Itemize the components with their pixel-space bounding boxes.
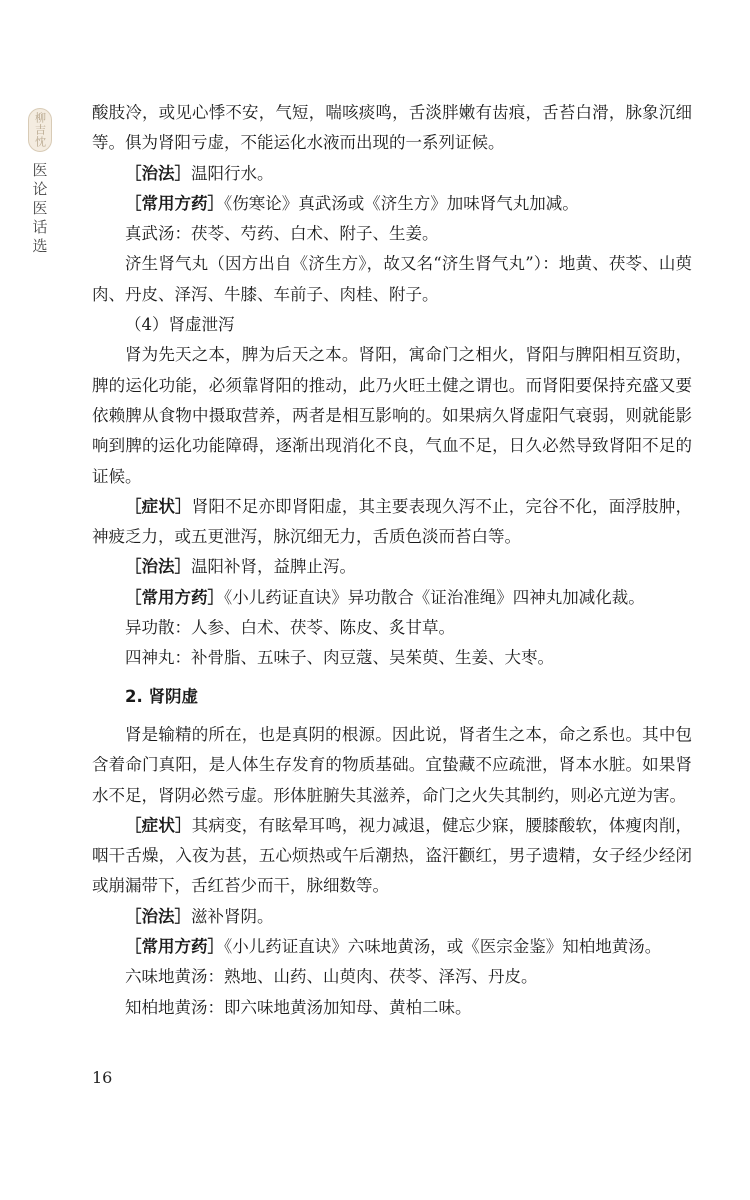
paragraph: 肾为先天之本，脾为后天之本。肾阳，寓命门之相火，肾阳与脾阳相互资助，脾的运化功能，必须靠肾阳的推动，此乃火旺土健之谓也。而肾阳要保持充盛又要依赖脾从食物中摄取营养，两者是相互影响的。如果病久肾虚阳气衰弱，则就能影响到脾的运化功能障碍，逐渐出现消化不良，气血不足，日久必然导致肾阳不足的证候。: [92, 345, 692, 486]
section-label: ［治法］: [125, 906, 191, 926]
seal-logo: [28, 108, 52, 152]
section-label: ［症状］: [125, 496, 192, 516]
paragraph: ［治法］温阳补肾，益脾止泻。: [125, 557, 356, 577]
paragraph: ［常用方药］《小儿药证直诀》六味地黄汤，或《医宗金鉴》知柏地黄汤。: [125, 937, 662, 957]
paragraph: 六味地黄汤：熟地、山药、山萸肉、茯苓、泽泻、丹皮。: [125, 967, 538, 987]
section-label: ［治法］: [125, 557, 191, 577]
paragraph: ［症状］肾阳不足亦即肾阳虚，其主要表现久泻不止，完谷不化，面浮肢肿，神疲乏力，或五更泄泻，脉沉细无力，舌质色淡而苔白等。: [92, 496, 693, 547]
paragraph: 酸肢冷，或见心悸不安，气短，喘咳痰鸣，舌淡胖嫩有齿痕，舌苔白滑，脉象沉细等。俱为肾阳亏虚，不能运化水液而出现的一系列证候。: [92, 103, 692, 153]
paragraph: 知柏地黄汤：即六味地黄汤加知母、黄柏二味。: [125, 997, 472, 1017]
section-label: ［常用方药］: [125, 587, 224, 607]
paragraph: 济生肾气丸（因方出自《济生方》，故又名“济生肾气丸”）：地黄、茯苓、山萸肉、丹皮、泽泻、牛膝、车前子、肉桂、附子。: [92, 254, 692, 304]
book-title: 医论医话选: [30, 162, 49, 257]
paragraph: ［治法］滋补肾阴。: [125, 906, 274, 926]
section-label: ［常用方药］: [125, 937, 224, 957]
seal-logo-text: 柳吉忱: [33, 112, 47, 148]
paragraph: ［治法］温阳行水。: [125, 163, 274, 183]
paragraph: 四神丸：补骨脂、五味子、肉豆蔻、吴茱萸、生姜、大枣。: [125, 648, 554, 668]
paragraph: 异功散：人参、白术、茯苓、陈皮、炙甘草。: [125, 618, 455, 638]
page-number: 16: [92, 1068, 113, 1087]
section-label: ［常用方药］: [125, 193, 224, 213]
paragraph: 真武汤：茯苓、芍药、白术、附子、生姜。: [125, 224, 439, 244]
subheading: （4）肾虚泄泻: [125, 315, 235, 335]
page-body: [92, 98, 692, 1023]
paragraph: ［常用方药］《伤寒论》真武汤或《济生方》加味肾气丸加减。: [125, 193, 579, 213]
sidebar: [25, 108, 55, 257]
paragraph: ［常用方药］《小儿药证直诀》异功散合《证治准绳》四神丸加减化裁。: [125, 587, 645, 607]
section-label: ［症状］: [125, 815, 192, 835]
paragraph: 肾是输精的所在，也是真阴的根源。因此说，肾者生之本，命之系也。其中包含着命门真阳，是人体生存发育的物质基础。宜蛰藏不应疏泄，肾本水脏。如果肾水不足，肾阴必然亏虚。形体脏腑失其滋养，命门之火失其制约，则必亢逆为害。: [92, 724, 692, 805]
section-label: ［治法］: [125, 163, 191, 183]
section-heading: 2. 肾阴虚: [125, 686, 198, 706]
paragraph: ［症状］其病变，有眩晕耳鸣，视力减退，健忘少寐，腰膝酸软，体瘦肉削，咽干舌燥，入夜为甚，五心烦热或午后潮热，盗汗颧红，男子遗精，女子经少经闭或崩漏带下，舌红苔少而干，脉细数等。: [92, 815, 693, 896]
